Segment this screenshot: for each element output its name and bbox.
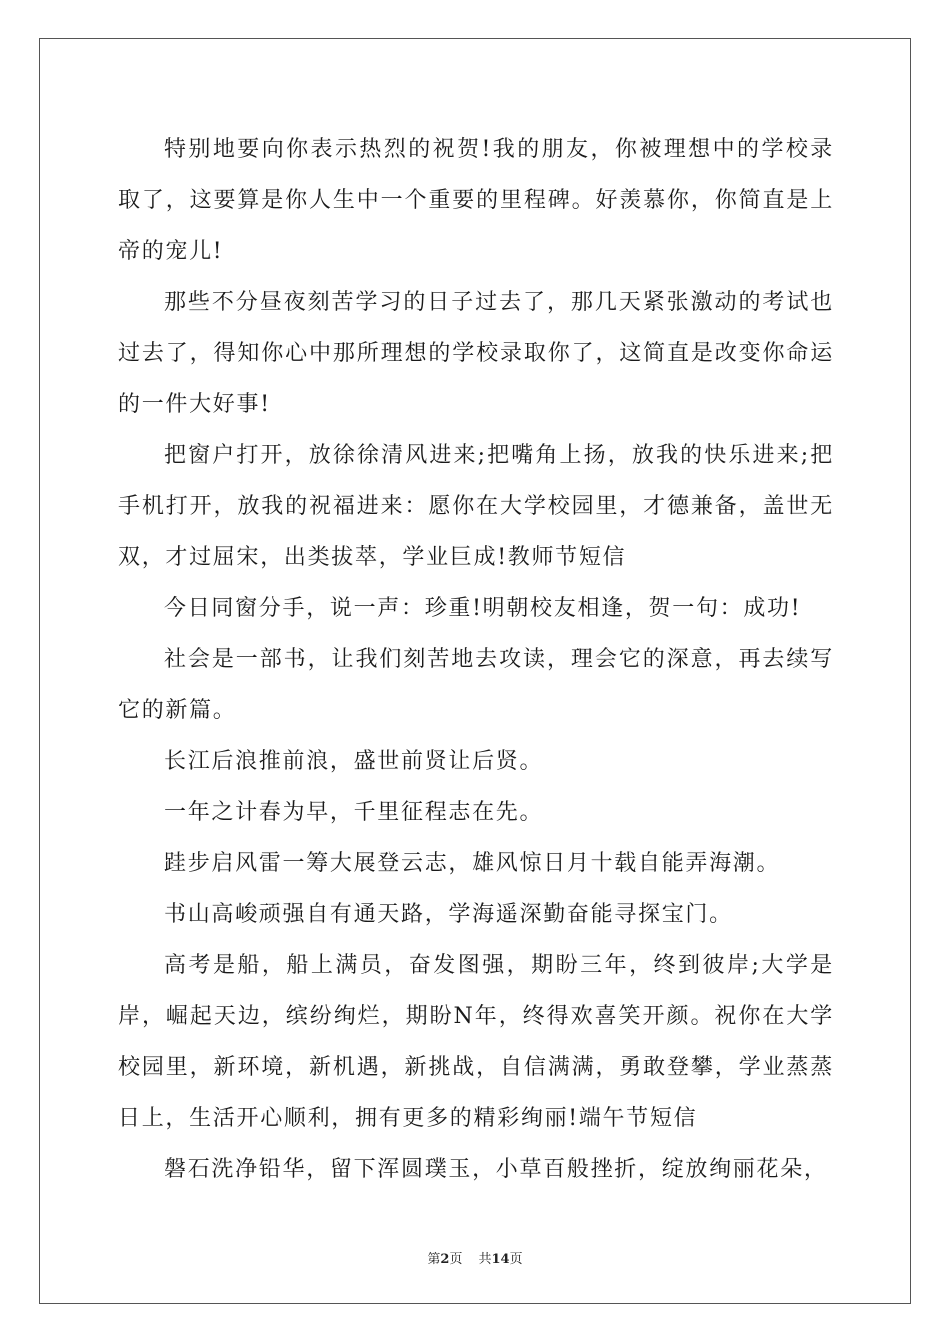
page-number: 2 — [440, 1252, 450, 1267]
page-prefix: 第 — [427, 1252, 441, 1267]
paragraph: 把窗户打开，放徐徐清风进来;把嘴角上扬，放我的快乐进来;把手机打开，放我的祝福进来：愿你在大学校园里，才德兼备，盖世无双，才过屈宋，出类拔萃，学业巨成!教师节短信 — [118, 443, 834, 570]
paragraph: 一年之计春为早，千里征程志在先。 — [164, 800, 544, 825]
paragraph: 那些不分昼夜刻苦学习的日子过去了，那几天紧张激动的考试也过去了，得知你心中那所理想的学校录取你了，这简直是改变你命运的一件大好事! — [118, 290, 834, 417]
paragraph: 社会是一部书，让我们刻苦地去攻读，理会它的深意，再去续写它的新篇。 — [118, 647, 834, 723]
document-body — [118, 124, 834, 1195]
paragraph: 跬步启风雷一筹大展登云志，雄风惊日月十载自能弄海潮。 — [164, 851, 781, 876]
paragraph: 今日同窗分手，说一声：珍重!明朝校友相逢，贺一句：成功! — [164, 596, 802, 621]
paragraph: 磐石洗净铅华，留下浑圆璞玉，小草百般挫折，绽放绚丽花朵， — [164, 1157, 828, 1182]
paragraph: 书山高峻顽强自有通天路，学海遥深勤奋能寻探宝门。 — [164, 902, 733, 927]
total-prefix: 共 — [478, 1252, 492, 1267]
page-suffix: 页 — [449, 1252, 463, 1267]
paragraph: 高考是船，船上满员，奋发图强，期盼三年，终到彼岸;大学是岸，崛起天边，缤纷绚烂，期盼N年，终得欢喜笑开颜。祝你在大学校园里，新环境，新机遇，新挑战，自信满满，勇敢登攀，学业蒸蒸日上，生活开心顺利，拥有更多的精彩绚丽!端午节短信 — [118, 953, 834, 1131]
paragraph: 长江后浪推前浪，盛世前贤让后贤。 — [164, 749, 544, 774]
total-suffix: 页 — [509, 1252, 523, 1267]
total-pages: 14 — [491, 1252, 510, 1267]
page-footer — [0, 1248, 950, 1267]
paragraph: 特别地要向你表示热烈的祝贺!我的朋友，你被理想中的学校录取了，这要算是你人生中一个重要的里程碑。好羡慕你，你简直是上帝的宠儿! — [118, 137, 834, 264]
